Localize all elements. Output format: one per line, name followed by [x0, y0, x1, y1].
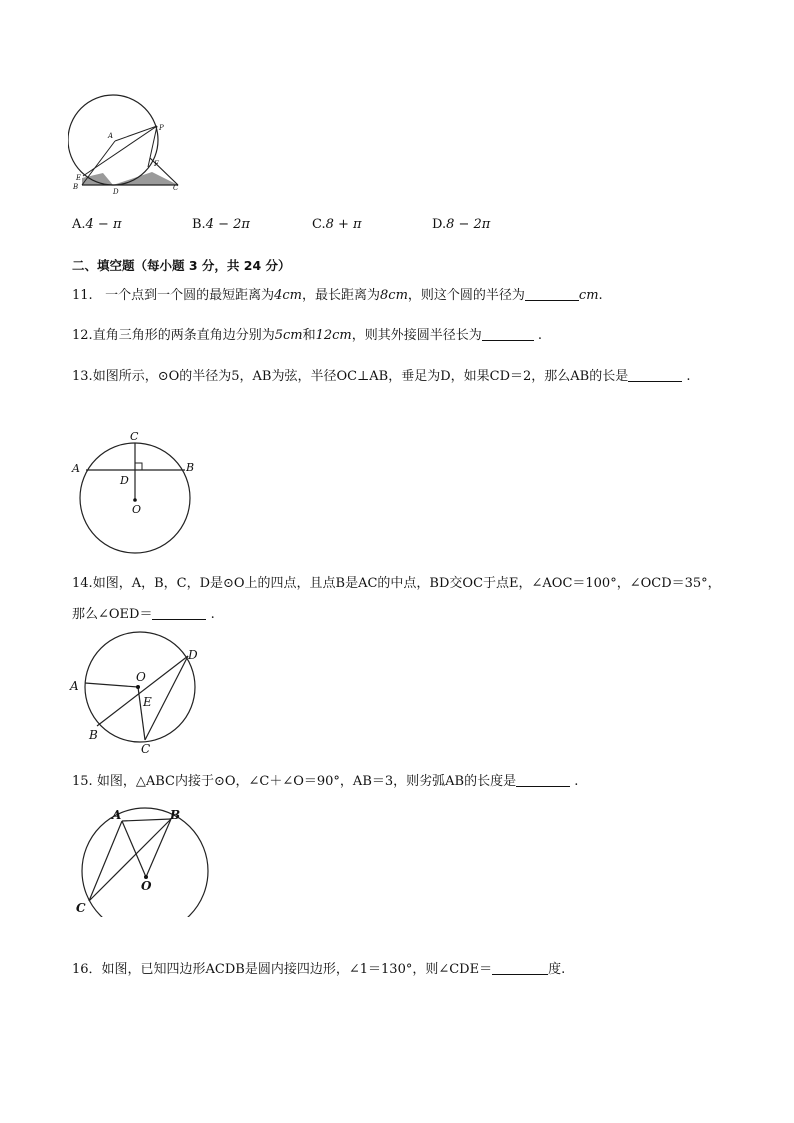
q14-figure — [68, 628, 208, 758]
q11-text-2: ，最长距离为 — [302, 288, 381, 303]
circle — [68, 95, 158, 185]
circle — [82, 808, 208, 917]
label-b: B — [73, 183, 79, 191]
q15-answer-blank[interactable] — [516, 774, 570, 787]
question-14-line-1 — [72, 575, 721, 593]
option-c-expr: 8 + π — [325, 217, 362, 232]
label-e: E — [143, 695, 152, 709]
q12-text-3: ，则其外接圆半径长为 — [351, 328, 482, 343]
q12-value-1: 5cm — [274, 328, 303, 343]
option-b-letter: B. — [192, 217, 206, 232]
question-14-line-2 — [72, 606, 215, 624]
label-e: E — [76, 174, 82, 182]
q14-text-1: 如图，A，B，C，D是⊙O上的四点，且点B是AC的中点，BD交OC于点E，∠AOC＝100°，∠OCD＝35°， — [92, 576, 721, 591]
q15-end: . — [574, 774, 579, 789]
q14-number: 14. — [72, 576, 93, 591]
q11-end: . — [598, 288, 603, 303]
question-11 — [72, 287, 603, 305]
label-c: C — [141, 742, 151, 756]
label-b: B — [186, 461, 195, 474]
label-o: O — [136, 670, 146, 684]
question-15 — [72, 773, 578, 791]
q13-figure — [70, 426, 204, 560]
q16-unit: 度 — [548, 962, 562, 977]
q14-text-2: 那么∠OED＝ — [72, 607, 153, 622]
label-d: D — [188, 648, 198, 662]
segment-ep — [83, 126, 157, 176]
q15-figure — [72, 805, 212, 917]
section-heading: 二、填空题（每小题 3 分，共 24 分） — [72, 258, 291, 273]
segment-oa — [85, 683, 138, 687]
label-c: C — [76, 901, 86, 915]
q16-answer-blank[interactable] — [492, 962, 548, 975]
label-b: B — [170, 808, 181, 822]
label-a: A — [70, 679, 79, 693]
label-o: O — [141, 879, 152, 893]
question-16 — [72, 961, 565, 979]
q11-text-3: ，则这个圆的半径为 — [407, 288, 525, 303]
q12-number: 12. — [72, 328, 93, 343]
segment-oa — [122, 821, 146, 877]
q11-text-1: 一个点到一个圆的最短距离为 — [105, 288, 275, 303]
segment-bd — [97, 656, 188, 726]
q12-answer-blank[interactable] — [482, 328, 534, 341]
label-a: A — [72, 462, 80, 475]
option-b-expr: 4 − 2π — [205, 217, 250, 232]
question-12 — [72, 327, 542, 345]
q12-value-2: 12cm — [315, 328, 352, 343]
right-angle-mark — [135, 463, 142, 470]
q12-text-1: 直角三角形的两条直角边分别为 — [92, 328, 275, 343]
q14-answer-blank[interactable] — [152, 607, 206, 620]
label-b: B — [89, 728, 98, 742]
q11-answer-blank[interactable] — [525, 288, 579, 301]
label-f: F — [154, 160, 159, 168]
label-c: C — [130, 430, 139, 443]
label-p: P — [159, 124, 164, 132]
shaded-region — [82, 172, 178, 185]
label-a: A — [112, 808, 122, 822]
q11-value-1: 4cm — [274, 288, 302, 303]
segment-ob — [146, 819, 171, 877]
segment-ap — [115, 126, 157, 141]
q12-text-2: 和 — [302, 328, 316, 343]
q12-end: . — [537, 328, 543, 343]
option-c — [312, 216, 362, 234]
option-d — [432, 216, 490, 234]
option-d-letter: D. — [432, 217, 447, 232]
option-d-expr: 8 − 2π — [446, 217, 491, 232]
q13-end: . — [686, 369, 691, 384]
q13-answer-blank[interactable] — [628, 369, 682, 382]
q16-text: 如图，已知四边形ACDB是圆内接四边形，∠1＝130°，则∠CDE＝ — [101, 962, 493, 977]
option-b — [192, 216, 250, 234]
q15-text: 如图，△ABC内接于⊙O，∠C＋∠O＝90°，AB＝3，则劣弧AB的长度是 — [96, 774, 517, 789]
option-a-expr: 4 − π — [85, 217, 122, 232]
q13-number: 13. — [72, 369, 93, 384]
option-a — [72, 216, 122, 234]
q16-number: 16． — [72, 962, 102, 977]
question-13 — [72, 368, 691, 386]
chord-ab — [122, 819, 171, 821]
label-d: D — [120, 474, 129, 487]
q11-value-2: 8cm — [380, 288, 408, 303]
q14-end: . — [210, 607, 215, 622]
q11-number: 11. — [72, 288, 93, 303]
center-point — [133, 498, 137, 502]
option-c-letter: C. — [312, 217, 326, 232]
label-d: D — [113, 188, 119, 196]
segment-bc — [89, 819, 171, 901]
segment-ac — [89, 821, 122, 901]
q16-end: . — [561, 962, 566, 977]
q11-unit: cm — [578, 288, 599, 303]
q15-number: 15. — [72, 774, 93, 789]
q13-text: 如图所示，⊙O的半径为5，AB为弦，半径OC⊥AB，垂足为D，如果CD＝2，那么AB的长是 — [92, 369, 629, 384]
center-point — [136, 685, 140, 689]
option-a-letter: A. — [72, 217, 86, 232]
label-o: O — [132, 503, 142, 516]
label-c: C — [173, 184, 179, 192]
q10-figure — [68, 92, 186, 198]
label-a: A — [108, 132, 114, 140]
